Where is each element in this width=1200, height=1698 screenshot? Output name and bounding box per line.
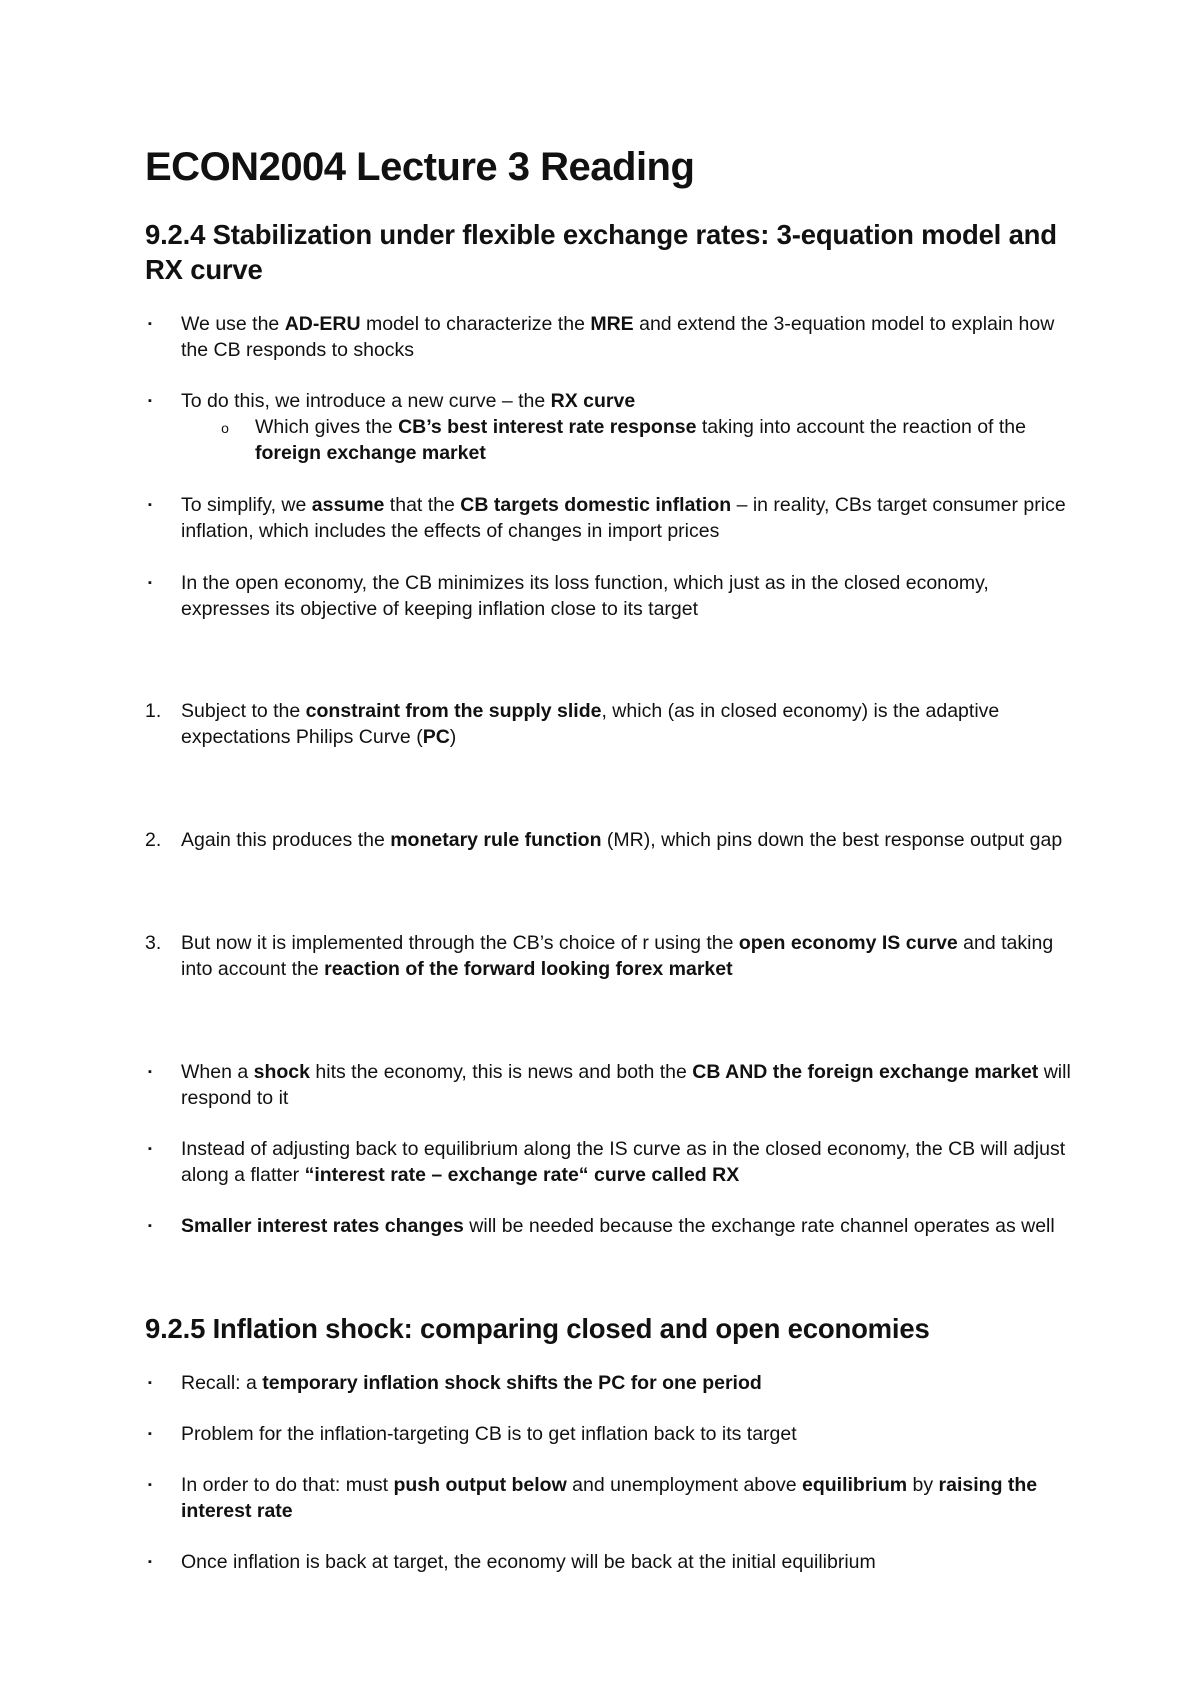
bold-run: foreign exchange market: [255, 442, 486, 464]
bullet-text: When a shock hits the economy, this is news and both the CB AND the foreign exchange market will respond to it: [181, 1061, 1071, 1109]
bullet-text: To do this, we introduce a new curve – the RX curve: [181, 390, 636, 412]
bold-run: constraint from the supply slide: [305, 700, 602, 722]
bullet-text: Instead of adjusting back to equilibrium along the IS curve as in the closed economy, the CB will adjust along a flatter “interest rate – exchange rate“ curve called RX: [181, 1138, 1066, 1186]
bullet-marker: ▪: [148, 1066, 152, 1078]
bold-run: monetary rule function: [390, 829, 602, 851]
numbered-text: Again this produces the monetary rule function (MR), which pins down the best response output gap: [181, 829, 1063, 851]
numbered-text: But now it is implemented through the CB’s choice of r using the open economy IS curve and taking into account the reaction of the forward looking forex market: [181, 932, 1054, 980]
bullet-marker: ▪: [148, 1220, 152, 1232]
bullet-marker: ▪: [148, 395, 152, 407]
bullet-marker: ▪: [148, 318, 152, 330]
section-heading: 9.2.4 Stabilization under flexible exchange rates: 3-equation model and RX curve: [145, 219, 1057, 285]
bullet-text: Problem for the inflation-targeting CB is to get inflation back to its target: [181, 1423, 797, 1445]
sub-bullet-text: Which gives the CB’s best interest rate response taking into account the reaction of the foreign exchange market: [255, 416, 1027, 464]
bold-run: push output below: [393, 1474, 567, 1496]
bold-run: assume: [311, 494, 385, 516]
bullet-marker: ▪: [148, 1143, 152, 1155]
bold-run: AD-ERU: [284, 313, 361, 335]
bullet-text: In the open economy, the CB minimizes its loss function, which just as in the closed economy, expresses its objective of keeping inflation close to its target: [181, 572, 989, 620]
bold-run: Smaller interest rates changes: [181, 1215, 464, 1237]
bold-run: raising the interest rate: [181, 1474, 1038, 1522]
bullet-text: Once inflation is back at target, the economy will be back at the initial equilibrium: [181, 1551, 876, 1573]
bold-run: CB’s best interest rate response: [398, 416, 697, 438]
numbered-text: Subject to the constraint from the supply slide, which (as in closed economy) is the adaptive expectations Philips Curve (PC): [181, 700, 1000, 748]
document-title: ECON2004 Lecture 3 Reading: [145, 145, 695, 189]
bold-run: shock: [253, 1061, 310, 1083]
bold-run: MRE: [590, 313, 634, 335]
bold-run: CB AND the foreign exchange market: [692, 1061, 1039, 1083]
list-number: 1.: [145, 700, 162, 722]
bullet-marker: ▪: [148, 1479, 152, 1491]
bullet-text: Recall: a temporary inflation shock shifts the PC for one period: [181, 1372, 762, 1394]
bold-run: PC: [422, 726, 450, 748]
bullet-text: We use the AD-ERU model to characterize the MRE and extend the 3-equation model to explain how the CB responds to shocks: [181, 313, 1055, 361]
list-number: 3.: [145, 932, 162, 954]
bullet-marker: ▪: [148, 499, 152, 511]
bullet-marker: ▪: [148, 577, 152, 589]
bold-run: reaction of the forward looking forex market: [324, 958, 733, 980]
bold-run: equilibrium: [802, 1474, 908, 1496]
section-heading: 9.2.5 Inflation shock: comparing closed and open economies: [145, 1313, 930, 1344]
bold-run: “interest rate – exchange rate“ curve called RX: [304, 1164, 740, 1186]
bullet-text: To simplify, we assume that the CB targets domestic inflation – in reality, CBs target consumer price inflation, which includes the effects of changes in import prices: [181, 494, 1066, 542]
bullet-marker: ▪: [148, 1428, 152, 1440]
bold-run: open economy IS curve: [738, 932, 958, 954]
bullet-marker: ▪: [148, 1556, 152, 1568]
bold-run: temporary inflation shock shifts the PC for one period: [262, 1372, 762, 1394]
bold-run: CB targets domestic inflation: [460, 494, 732, 516]
list-number: 2.: [145, 829, 162, 851]
sub-bullet-marker: o: [221, 420, 229, 436]
bullet-marker: ▪: [148, 1377, 152, 1389]
bullet-text: Smaller interest rates changes will be needed because the exchange rate channel operates as well: [181, 1215, 1055, 1237]
bullet-text: In order to do that: must push output below and unemployment above equilibrium by raising the interest rate: [181, 1474, 1038, 1522]
bold-run: RX curve: [550, 390, 636, 412]
